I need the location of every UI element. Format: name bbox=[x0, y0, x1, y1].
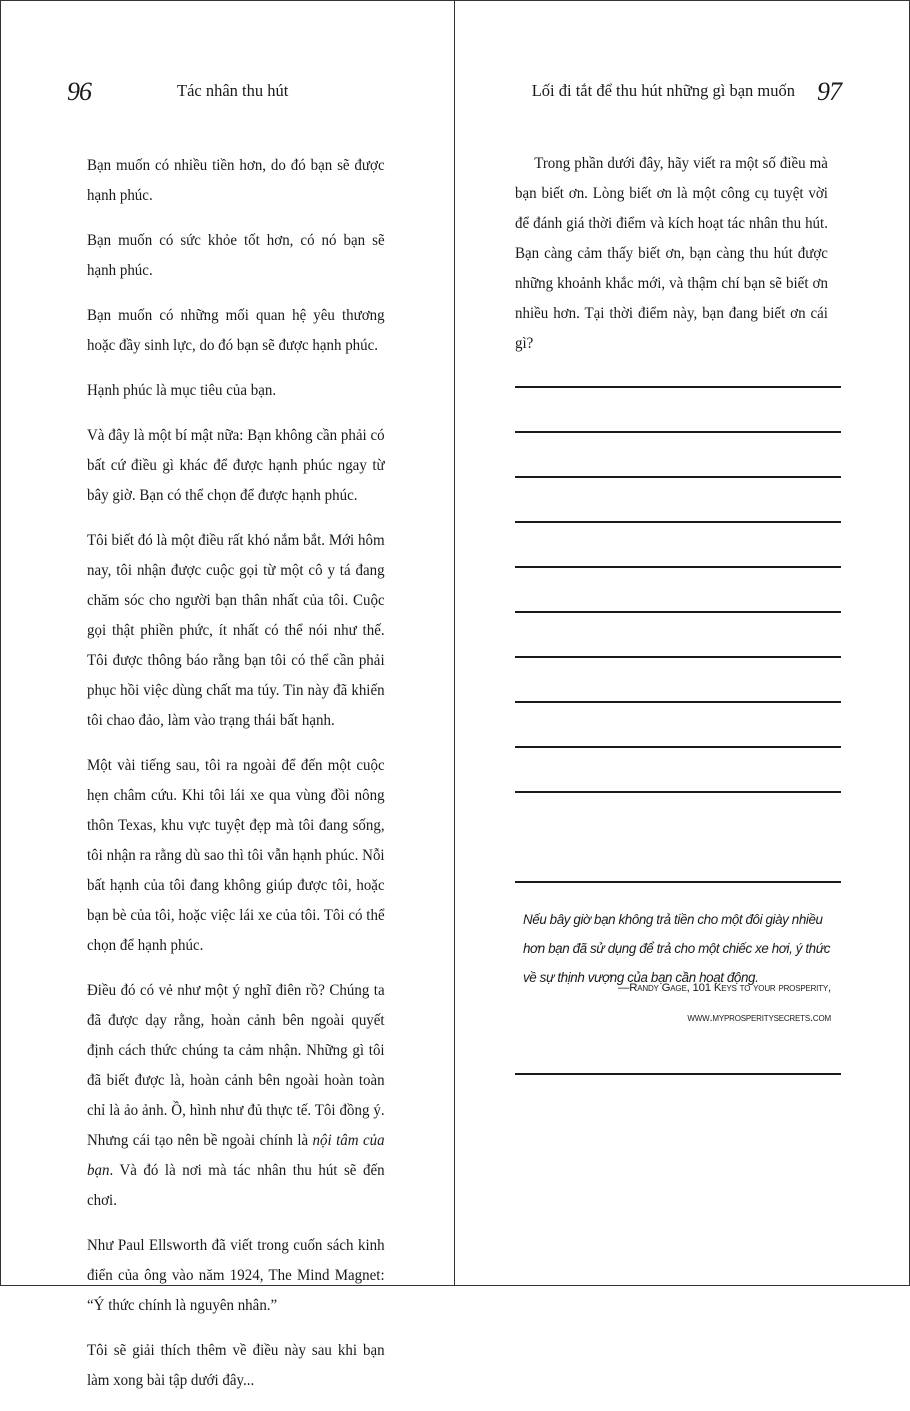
paragraph: Hạnh phúc là mục tiêu của bạn. bbox=[87, 382, 277, 399]
running-head: Lối đi tắt để thu hút những gì bạn muốn bbox=[531, 81, 795, 100]
quote-box bbox=[515, 881, 841, 1075]
paragraph: Bạn muốn có nhiều tiền hơn, do đó bạn sẽ được hạnh phúc. bbox=[87, 157, 385, 204]
paragraph-illusion bbox=[87, 976, 385, 1216]
writing-line[interactable] bbox=[515, 658, 841, 703]
writing-lines[interactable] bbox=[515, 385, 841, 793]
writing-line[interactable] bbox=[515, 388, 841, 433]
quote-text: Nếu bây giờ bạn không trả tiền cho một đôi giày nhiều hơn bạn đã sử dụng để trả cho một chiếc xe hơi, ý thức về sự thịnh vượng của bạn cần hoạt động. bbox=[523, 912, 831, 985]
paragraph-text: Điều đó có vẻ như một ý nghĩ điên rồ? Chúng ta đã được dạy rằng, hoàn cảnh bên ngoài quyết định cách thức chúng ta cảm nhận. Những gì tôi đã biết được là, hoàn cảnh bên ngoài hoàn toàn chỉ là ảo ảnh. Ồ, hình như đủ thực tế. Tôi đồng ý. Nhưng cái tạo nên bề ngoài chính là bbox=[87, 982, 385, 1149]
left-page bbox=[1, 1, 455, 1389]
writing-line[interactable] bbox=[515, 703, 841, 748]
writing-line[interactable] bbox=[515, 613, 841, 658]
paragraph: Tôi biết đó là một điều rất khó nắm bắt. Mới hôm nay, tôi nhận được cuộc gọi từ một cô y tá đang chăm sóc cho người bạn thân nhất của tôi. Cuộc gọi thật phiền phức, ít nhất có thể nói như thế. Tôi được thông báo rằng bạn tôi có thể cần phải phục hồi việc dùng chất ma túy. Tin này đã khiến tôi chao đảo, làm vào trạng thái bất hạnh. bbox=[87, 532, 385, 729]
paragraph-text: . Và đó là nơi mà tác nhân thu hút sẽ đến chơi. bbox=[87, 1162, 385, 1209]
writing-line[interactable] bbox=[515, 478, 841, 523]
writing-line[interactable] bbox=[515, 523, 841, 568]
page-number: 97 bbox=[817, 77, 841, 106]
writing-line[interactable] bbox=[515, 433, 841, 478]
exercise-intro: Trong phần dưới đây, hãy viết ra một số điều mà bạn biết ơn. Lòng biết ơn là một công cụ tuyệt vời để đánh giá thời điểm và kích hoạt tác nhân thu hút. Bạn càng cảm thấy biết ơn, bạn càng thu hút được những khoảnh khắc mới, và thậm chí bạn sẽ biết ơn nhiều hơn. Tại thời điểm này, bạn đang biết ơn cái gì? bbox=[515, 155, 828, 352]
paragraph: Bạn muốn có sức khỏe tốt hơn, có nó bạn sẽ hạnh phúc. bbox=[87, 232, 385, 279]
attribution-author: —Randy Gage, 101 Keys to your prosperity, bbox=[618, 982, 831, 994]
paragraph: Một vài tiếng sau, tôi ra ngoài để đến một cuộc hẹn châm cứu. Khi tôi lái xe qua vùng đồi nông thôn Texas, khu vực tuyệt đẹp mà tôi đang sống, tôi nhận ra rằng dù sao thì tôi vẫn hạnh phúc. Nỗi bất hạnh của tôi đang không giúp được tôi, hoặc bạn bè của tôi, hoặc việc lái xe của tôi. Tôi có thể chọn để hạnh phúc. bbox=[87, 757, 385, 954]
page-number: 96 bbox=[67, 77, 91, 106]
body-text bbox=[87, 151, 385, 1411]
writing-line[interactable] bbox=[515, 568, 841, 613]
paragraph: Bạn muốn có những mối quan hệ yêu thương hoặc đầy sinh lực, do đó bạn sẽ được hạnh phúc. bbox=[87, 307, 385, 354]
paragraph: Và đây là một bí mật nữa: Bạn không cần phải có bất cứ điều gì khác để được hạnh phúc ngay từ bây giờ. Bạn có thể chọn để được hạnh phúc. bbox=[87, 427, 385, 504]
paragraph: Tôi sẽ giải thích thêm về điều này sau khi bạn làm xong bài tập dưới đây... bbox=[87, 1342, 385, 1389]
running-head: Tác nhân thu hút bbox=[177, 81, 289, 100]
paragraph: Như Paul Ellsworth đã viết trong cuốn sách kinh điển của ông vào năm 1924, The Mind Magnet: “Ý thức chính là nguyên nhân.” bbox=[87, 1237, 385, 1314]
attribution-website: www.myprosperitysecrets.com bbox=[687, 1012, 831, 1024]
emphasis-text: nội tâm của bạn bbox=[87, 1132, 385, 1179]
writing-line[interactable] bbox=[515, 748, 841, 793]
quote-attribution bbox=[531, 973, 831, 1033]
